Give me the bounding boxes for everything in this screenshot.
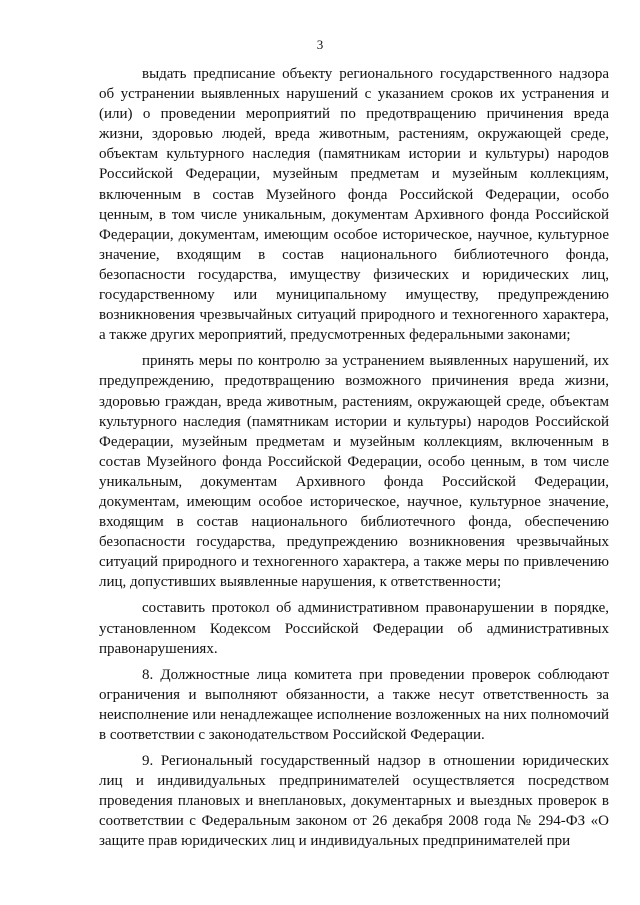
page-number: 3: [316, 37, 324, 52]
paragraph-item-9: 9. Региональный государственный надзор в отношении юридических лиц и индивидуальных предпринимателей осуществляется посредством проведения плановых и внеплановых, документарных и выездных проверок в соответствии с Федеральным законом от 26 декабря 2008 года № 294-ФЗ «О защите прав юридических лиц и индивидуальных предпринимателей при: [99, 753, 609, 850]
paragraph-take-measures: принять меры по контролю за устранением выявленных нарушений, их предупреждению, предотвращению возможного причинения вреда жизни, здоровью граждан, вреда животным, растениям, окружающей среде, объектам культурного наследия (памятникам истории и культуры) народов Российской Федерации, музейным предметам и музейным коллекциям, включенным в состав Музейного фонда Российской Федерации, особо ценным, в том числе уникальным, документам Архивного фонда Российской Федерации, документам, имеющим особое историческое, научное, культурное значение, входящим в состав национального библиотечного фонда, обеспечению безопасности государства, предупреждению возникновения чрезвычайных ситуаций природного и техногенного характера, а также меры по привлечению лиц, допустивших выявленные нарушения, к ответственности;: [99, 353, 609, 591]
document-body: [99, 64, 609, 852]
paragraph-item-8: 8. Должностные лица комитета при проведении проверок соблюдают ограничения и выполняют обязанности, а также несут ответственность за неисполнение или ненадлежащее исполнение возложенных на них полномочий в соответствии с законодательством Российской Федерации.: [99, 666, 609, 743]
paragraph-draw-up-protocol: составить протокол об административном правонарушении в порядке, установленном Кодексом Российской Федерации об административных правонарушениях.: [99, 600, 609, 657]
paragraph-issue-order: выдать предписание объекту регионального государственного надзора об устранении выявленных нарушений с указанием сроков их устранения и (или) о проведении мероприятий по предотвращению причинения вреда жизни, здоровью людей, вреда животным, растениям, окружающей среде, объектам культурного наследия (памятникам истории и культуры) народов Российской Федерации, музейным предметам и музейным коллекциям, включенным в состав Музейного фонда Российской Федерации, особо ценным, в том числе уникальным, документам Архивного фонда Российской Федерации, документам, имеющим особое историческое, научное, культурное значение, входящим в состав национального библиотечного фонда, безопасности государства, имуществу физических и юридических лиц, государственному или муниципальному имуществу, предупреждению возникновения чрезвычайных ситуаций природного и техногенного характера, а также других мероприятий, предусмотренных федеральными законами;: [99, 66, 609, 344]
